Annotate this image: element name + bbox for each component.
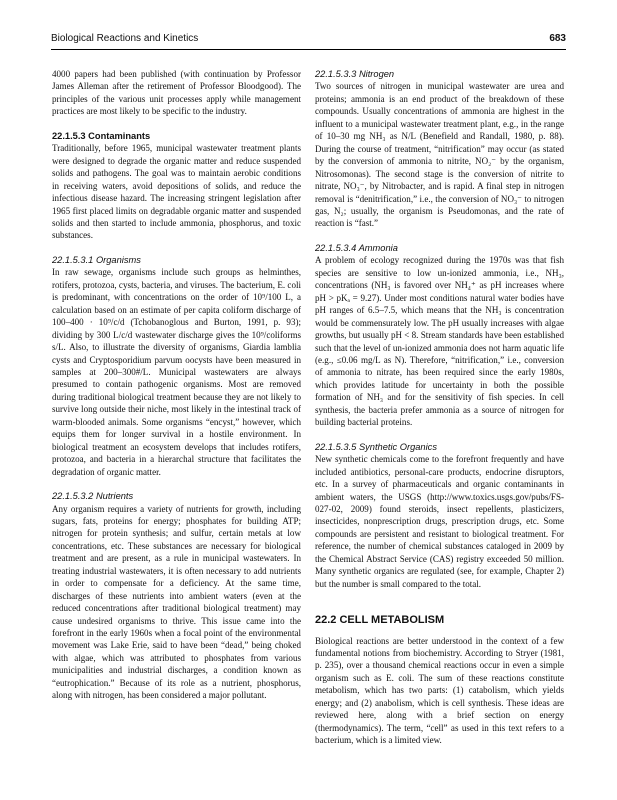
right-column (315, 68, 564, 747)
ammonia-heading: 22.1.5.3.4 Ammonia (315, 242, 398, 253)
organisms-heading: 22.1.5.3.1 Organisms (52, 254, 141, 265)
intro-paragraph: 4000 papers had been published (with continuation by Professor James Alleman after the retirement of Professor Bloodgood). The principles of the various unit processes apply while management practices are most likely to be specific to the industry. (52, 69, 301, 117)
running-header (51, 33, 566, 50)
running-title: Biological Reactions and Kinetics (51, 33, 199, 44)
nitrogen-heading: 22.1.5.3.3 Nitrogen (315, 69, 395, 79)
contaminants-paragraph: Traditionally, before 1965, municipal wastewater treatment plants were designed to degrade the organic matter and reduce suspended solids and pathogens. The goal was to maintain aerobic conditions in receiving waters, avoid depositions of solids, and reduce the infectious disease hazard. The increasing stringent legislation after 1965 first placed limits on degradable organic matter and suspended solids and then started to include ammonia, phosphorus, and toxic substances. (52, 143, 301, 241)
synthetic-organics-heading: 22.1.5.3.5 Synthetic Organics (315, 441, 437, 452)
left-column (52, 68, 301, 702)
nutrients-heading: 22.1.5.3.2 Nutrients (52, 491, 134, 502)
page-number: 683 (549, 33, 566, 44)
nutrients-paragraph: Any organism requires a variety of nutrients for growth, including sugars, fats, proteins for energy; phosphates for building ATP; nitrogen for protein synthesis; and sulfur, certain metals at low concentrations, etc. These substances are necessary for biological treatment and are present, as a rule in municipal wastewaters. In treating industrial wastewaters, it is often necessary to add nutrients in order to compensate for a deficiency. At the same time, discharges of these nutrients into ambient waters (even at the reduced concentrations after traditional biological treatment) may cause undesired organisms to thrive. This issue came into the forefront in the early 1960s when a focal point of the environmental movement was Lake Erie, said to have been “dead,” being choked with algae, which was attributed to phosphates from various municipalities and industrial discharges, a condition known as “eutrophication.” Because of its role as a nutrient, phosphorus, along with nitrogen, has been considered a major pollutant. (52, 503, 301, 701)
contaminants-heading: 22.1.5.3 Contaminants (52, 130, 151, 141)
cell-metabolism-paragraph: Biological reactions are better understood in the context of a few fundamental notions from biochemistry. According to Stryer (1981, p. 235), over a thousand chemical reactions occur in even a simple organism such as E. coli. The sum of these reactions constitute metabolism, which has two parts: (1) catabolism, which yields energy; and (2) anabolism, which is cell synthesis. These ideas are reviewed here, along with a brief section on energy (thermodynamics). The term, “cell” as used in this text refers to a bacterium, which is a limited view. (315, 635, 564, 746)
ammonia-paragraph: A problem of ecology recognized during the 1970s was that fish species are sensitive to low un-ionized ammonia, i.e., NH₃, concentrations (NH₃ is favored over NH₄⁺ as pH increases where pH > pKₐ = 9.27). Under most conditions natural water bodies have pH ranges of 6.5–7.5, which means that the NH₃ is concentration would be commensurately low. The pH usually increases with algae growths, but usually pH < 8. Stream standards have been established such that the level of un-ionized ammonia does not harm aquatic life (e.g., ≤0.06 mg/L as N). Therefore, “nitrification,” i.e., conversion of ammonia to nitrate, has been required since the early 1980s, which provides latitude for uncertainty in both the possible formation of NH₃ and for the sensitivity of fish species. In cell synthesis, the bacteria prefer ammonia as a source of nitrogen for building bacterial proteins. (315, 255, 564, 428)
synthetic-organics-paragraph: New synthetic chemicals come to the forefront frequently and have included antibiotics, personal-care products, endocrine disruptors, etc. In a survey of pharmaceuticals and organic contaminants in ambient waters, the USGS (http://www.toxics.usgs.gov/pubs/FS-027-02, 2009) found steroids, insect repellents, plasticizers, insecticides, nonprescription drugs, prescription drugs, etc. Some compounds are persistent and resistant to biological treatment. For reference, the number of chemical substances cataloged in 2009 by the Chemical Abstract Service (CAS) registry exceeded 50 million. Many synthetic organics are regulated (see, for example, Chapter 2) but the number is small compared to the total. (315, 454, 564, 589)
organisms-paragraph: In raw sewage, organisms include such groups as helminthes, rotifers, protozoa, cysts, bacteria, and viruses. The bacterium, E. coli is predominant, with concentrations on the order of 10⁹/100 L, a calculation based on an estimate of per capita coliform discharge of 100–400 · 10⁹/c/d (Tchobanoglous and Burton, 1991, p. 93); dividing by 300 L/c/d wastewater discharge gives the 10⁹/coliforms s/L. Also, to illustrate the diversity of organisms, Giardia lamblia cysts and Cryptosporidium parvum oocysts have been measured in samples at 200–300#/L. Municipal wastewaters are always presumed to contain pathogenic organisms. Most are removed during traditional biological treatment because they are not likely to survive long outside their niche, most likely in the intestinal track of warm-blooded animals. Some organisms “encyst,” however, which equips them for longer survival in a hostile environment. In biological treatment an ecosystem develops that includes rotifers, protozoa, and bacteria in a hierarchal structure that facilitates the degradation of organic matter. (52, 267, 301, 477)
cell-metabolism-heading: 22.2 CELL METABOLISM (315, 614, 445, 627)
nitrogen-paragraph: Two sources of nitrogen in municipal wastewater are urea and proteins; ammonia is an end product of the breakdown of these compounds. Usually concentrations of ammonia are highest in the influent to a municipal wastewater treatment plant, e.g., in the range of 10–30 mg NH₃ as N/L (Benefield and Randall, 1980, p. 88). During the course of treatment, “nitrification” may occur (as stated by the conversion of ammonia to nitrite, NO₂⁻ by the organism, Nitrosomonas). The second stage is the conversion of nitrite to nitrate, NO₃⁻, by Nitrobacter, and is rapid. A final step in nitrogen removal is “denitrification,” i.e., the conversion of NO₃⁻ to nitrogen gas, N₂; usually, the organism is Pseudomonas, and the rate of reaction is “fast.” (315, 81, 564, 229)
